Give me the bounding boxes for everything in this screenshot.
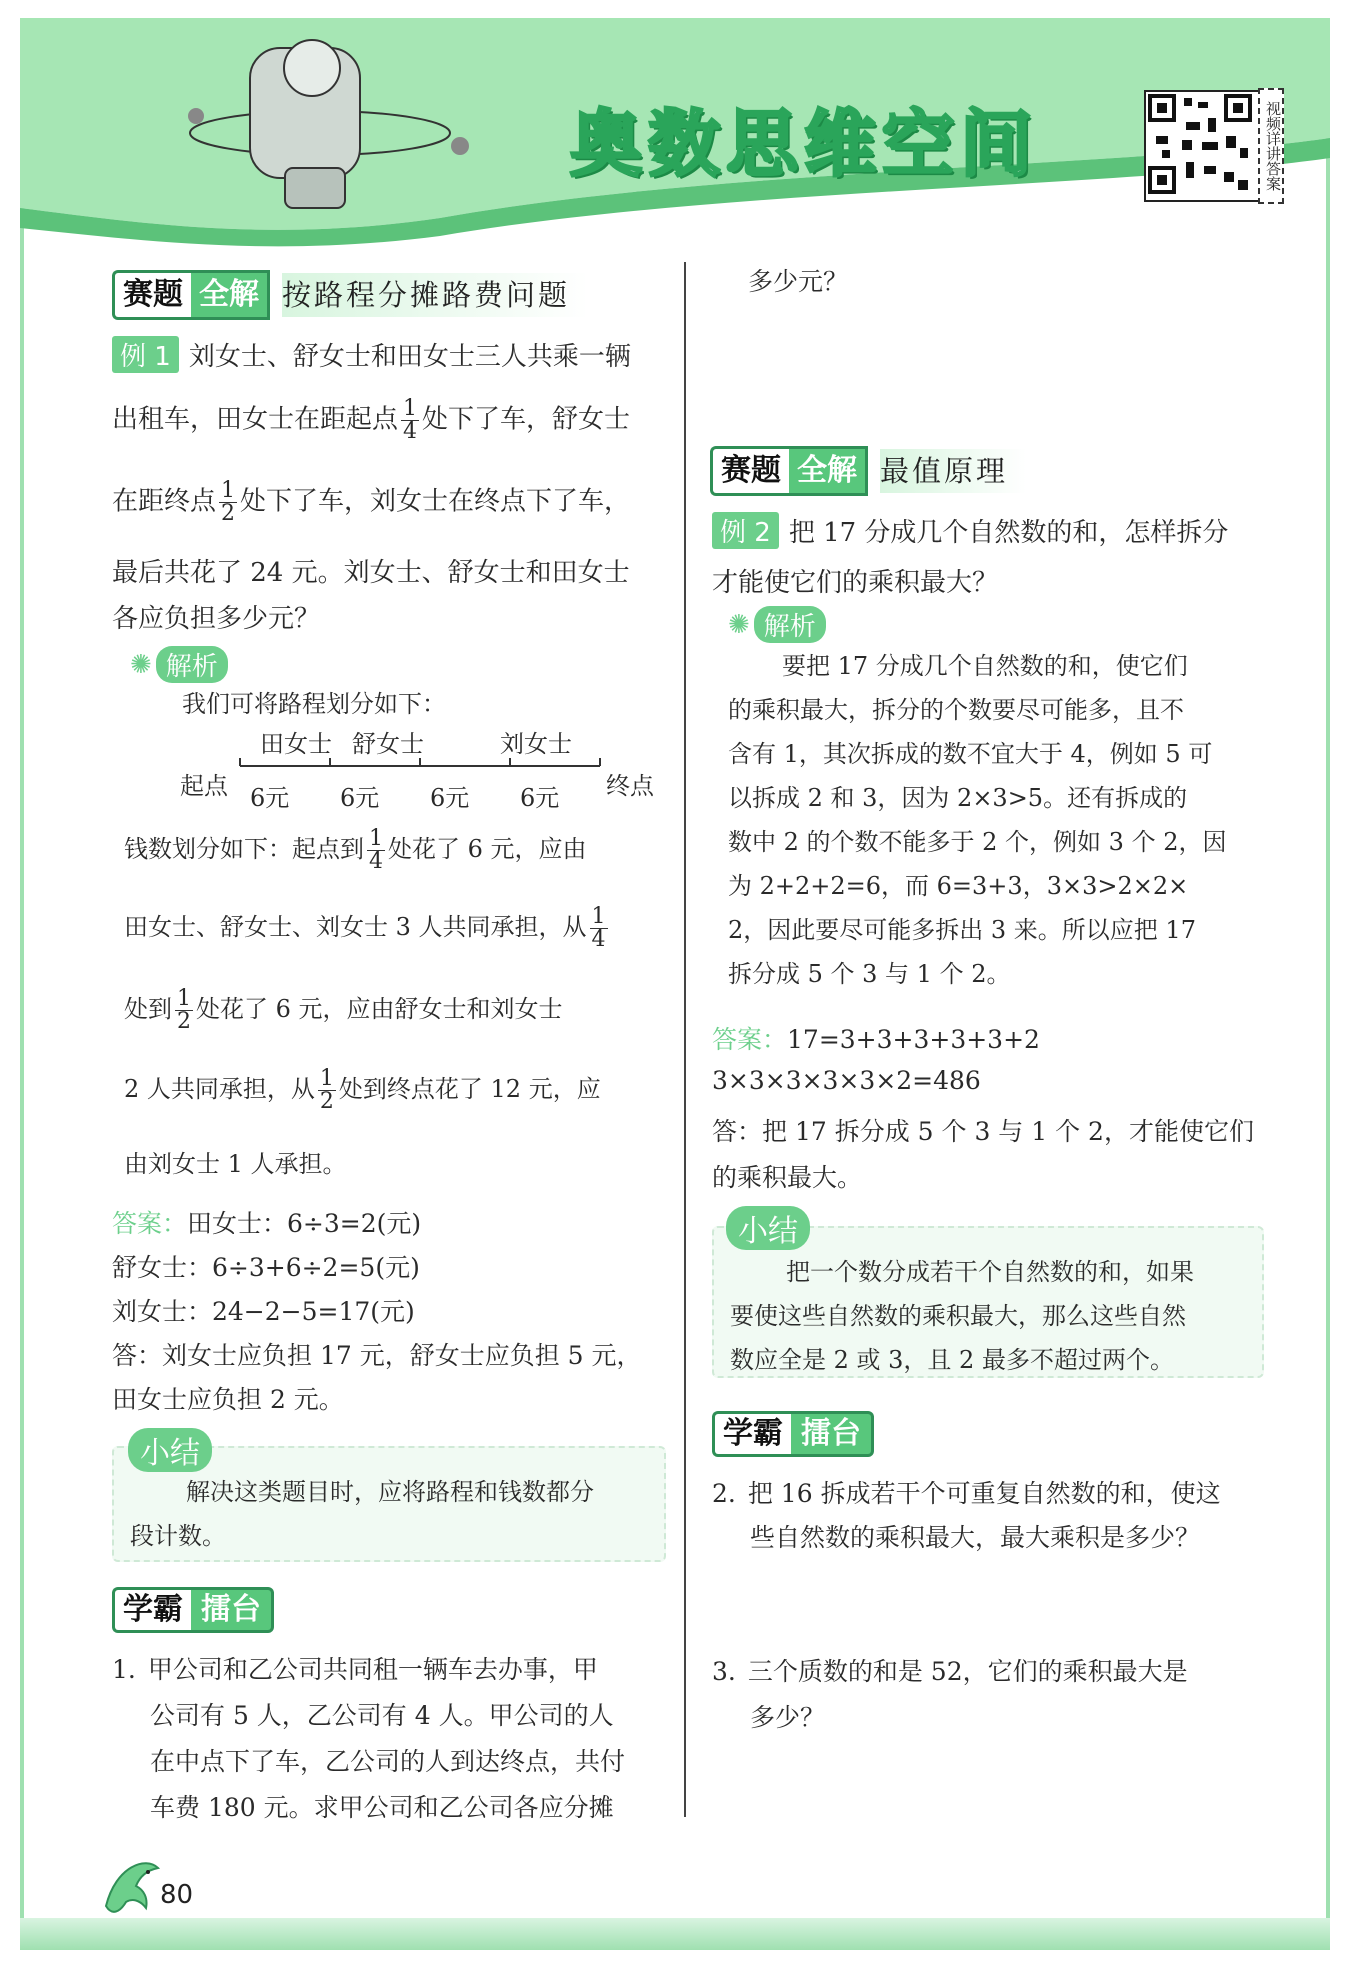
r-summary-line1: 把一个数分成若干个自然数的和，如果 bbox=[786, 1258, 1194, 1286]
r-analysis-line3: 含有 1，其次拆成的数不宜大于 4，例如 5 可 bbox=[728, 740, 1213, 768]
route-seg: 6元 bbox=[520, 784, 560, 812]
r-analysis-line4: 以拆成 2 和 3，因为 2×3>5。还有拆成的 bbox=[728, 784, 1188, 812]
route-label-liu: 刘女士 bbox=[500, 730, 572, 758]
xueba-header-right: 学霸 擂台 bbox=[712, 1410, 874, 1458]
question1-continued: 多少元？ bbox=[748, 267, 849, 296]
question2-line2: 些自然数的乘积最大，最大乘积是多少？ bbox=[750, 1523, 1201, 1552]
qr-code-icon[interactable] bbox=[1144, 90, 1260, 202]
banner-title: 奥数思维空间 bbox=[570, 102, 1039, 186]
analysis-line1: 钱数划分如下：起点到 $\frac{1}{4}$ 处花了 6 元，应由 bbox=[124, 826, 587, 874]
r-summary-line2: 要使这些自然数的乘积最大，那么这些自然 bbox=[730, 1302, 1186, 1330]
analysis-line2: 田女士、舒女士、刘女士 3 人共同承担，从 $\frac{1}{4}$ bbox=[124, 904, 606, 952]
analysis-label: ✺ 解析 bbox=[130, 646, 228, 683]
answer-line1: 答案：田女士：6÷3=2(元) bbox=[112, 1209, 422, 1238]
r-analysis-line5: 数中 2 的个数不能多于 2 个，例如 3 个 2，因 bbox=[728, 828, 1227, 856]
example2-line1: 例 2 把 17 分成几个自然数的和，怎样拆分 bbox=[712, 512, 1228, 549]
answer-line4: 答：刘女士应负担 17 元，舒女士应负担 5 元， bbox=[112, 1341, 642, 1370]
route-diagram bbox=[180, 720, 660, 810]
summary-line2: 段计数。 bbox=[130, 1522, 226, 1550]
section-header-route: 赛题 全解 按路程分摊路费问题 bbox=[112, 270, 588, 320]
footer-bar bbox=[20, 1918, 1330, 1950]
summary-tag: 小结 bbox=[128, 1428, 212, 1472]
route-label-shu: 舒女士 bbox=[352, 730, 424, 758]
analysis-line4: 2 人共同承担，从 $\frac{1}{2}$ 处到终点花了 12 元，应 bbox=[124, 1066, 601, 1114]
answer-tag: 答案： bbox=[712, 1025, 788, 1054]
analysis-label: ✺ 解析 bbox=[728, 606, 826, 643]
route-end: 终点 bbox=[606, 772, 654, 800]
question2-line1: 2. 把 16 拆成若干个可重复自然数的和，使这 bbox=[712, 1479, 1221, 1508]
r-answer-line4: 的乘积最大。 bbox=[712, 1163, 863, 1192]
summary-tag: 小结 bbox=[726, 1206, 810, 1250]
answer-tag: 答案： bbox=[112, 1209, 188, 1238]
example-tag: 例 1 bbox=[112, 336, 179, 373]
question1-line4: 车费 180 元。求甲公司和乙公司各应分摊 bbox=[150, 1793, 614, 1822]
fraction: $\frac{1}{2}$ bbox=[221, 478, 236, 526]
answer-line2: 舒女士：6÷3+6÷2=5(元) bbox=[112, 1253, 420, 1282]
section-title: 按路程分摊路费问题 bbox=[282, 273, 588, 317]
fraction: $\frac{1}{4}$ bbox=[403, 396, 418, 444]
answer-line5: 田女士应负担 2 元。 bbox=[112, 1385, 344, 1414]
header-banner bbox=[20, 18, 1330, 248]
route-seg: 6元 bbox=[250, 784, 290, 812]
column-divider bbox=[684, 262, 686, 1817]
route-intro: 我们可将路程划分如下： bbox=[182, 690, 446, 718]
route-start: 起点 bbox=[180, 772, 228, 800]
question3-line1: 3. 三个质数的和是 52，它们的乘积最大是 bbox=[712, 1657, 1188, 1686]
page-number: 80 bbox=[160, 1880, 194, 1910]
section-header-extremum: 赛题 全解 最值原理 bbox=[710, 446, 1026, 496]
example1-line1: 例 1 刘女士、舒女士和田女士三人共乘一辆 bbox=[112, 336, 631, 373]
summary-line1: 解决这类题目时，应将路程和钱数都分 bbox=[186, 1478, 594, 1506]
example1-line5: 各应负担多少元？ bbox=[112, 604, 321, 634]
r-analysis-line2: 的乘积最大，拆分的个数要尽可能多，且不 bbox=[728, 696, 1184, 724]
example1-line2: 出租车，田女士在距起点 $\frac{1}{4}$ 处下了车，舒女士 bbox=[112, 396, 631, 444]
question1-line2: 公司有 5 人，乙公司有 4 人。甲公司的人 bbox=[150, 1701, 614, 1730]
qr-label: 视频详讲答案 bbox=[1258, 88, 1284, 204]
answer-line3: 刘女士：24−2−5=17(元) bbox=[112, 1297, 415, 1326]
question1-line1: 1. 甲公司和乙公司共同租一辆车去办事，甲 bbox=[112, 1655, 598, 1684]
lightbulb-icon: ✺ bbox=[130, 649, 152, 680]
example2-line2: 才能使它们的乘积最大？ bbox=[712, 568, 999, 598]
dolphin-icon bbox=[96, 1846, 166, 1926]
example1-line4: 最后共花了 24 元。刘女士、舒女士和田女士 bbox=[112, 558, 630, 588]
section-title: 最值原理 bbox=[880, 449, 1026, 493]
route-seg: 6元 bbox=[430, 784, 470, 812]
analysis-line5: 由刘女士 1 人承担。 bbox=[124, 1150, 347, 1178]
lightbulb-icon: ✺ bbox=[728, 609, 750, 640]
question1-line3: 在中点下了车，乙公司的人到达终点，共付 bbox=[150, 1747, 626, 1776]
r-answer-line2: 3×3×3×3×3×2=486 bbox=[712, 1066, 981, 1095]
route-seg: 6元 bbox=[340, 784, 380, 812]
r-summary-line3: 数应全是 2 或 3，且 2 最多不超过两个。 bbox=[730, 1346, 1174, 1374]
r-answer-line3: 答：把 17 拆分成 5 个 3 与 1 个 2，才能使它们 bbox=[712, 1117, 1254, 1146]
example-tag: 例 2 bbox=[712, 512, 779, 549]
r-analysis-line6: 为 2+2+2=6，而 6=3+3，3×3>2×2× bbox=[728, 872, 1189, 900]
r-analysis-line1: 要把 17 分成几个自然数的和，使它们 bbox=[782, 652, 1188, 680]
r-analysis-line8: 拆分成 5 个 3 与 1 个 2。 bbox=[728, 960, 1011, 988]
analysis-line3: 处到 $\frac{1}{2}$ 处花了 6 元，应由舒女士和刘女士 bbox=[124, 986, 563, 1034]
r-answer-line1: 答案：17=3+3+3+3+3+2 bbox=[712, 1025, 1040, 1054]
route-label-tian: 田女士 bbox=[260, 730, 332, 758]
question3-line2: 多少？ bbox=[750, 1703, 826, 1732]
xueba-header-left: 学霸 擂台 bbox=[112, 1586, 274, 1634]
example1-line3: 在距终点 $\frac{1}{2}$ 处下了车，刘女士在终点下了车， bbox=[112, 478, 631, 526]
r-analysis-line7: 2，因此要尽可能多拆出 3 来。所以应把 17 bbox=[728, 916, 1196, 944]
